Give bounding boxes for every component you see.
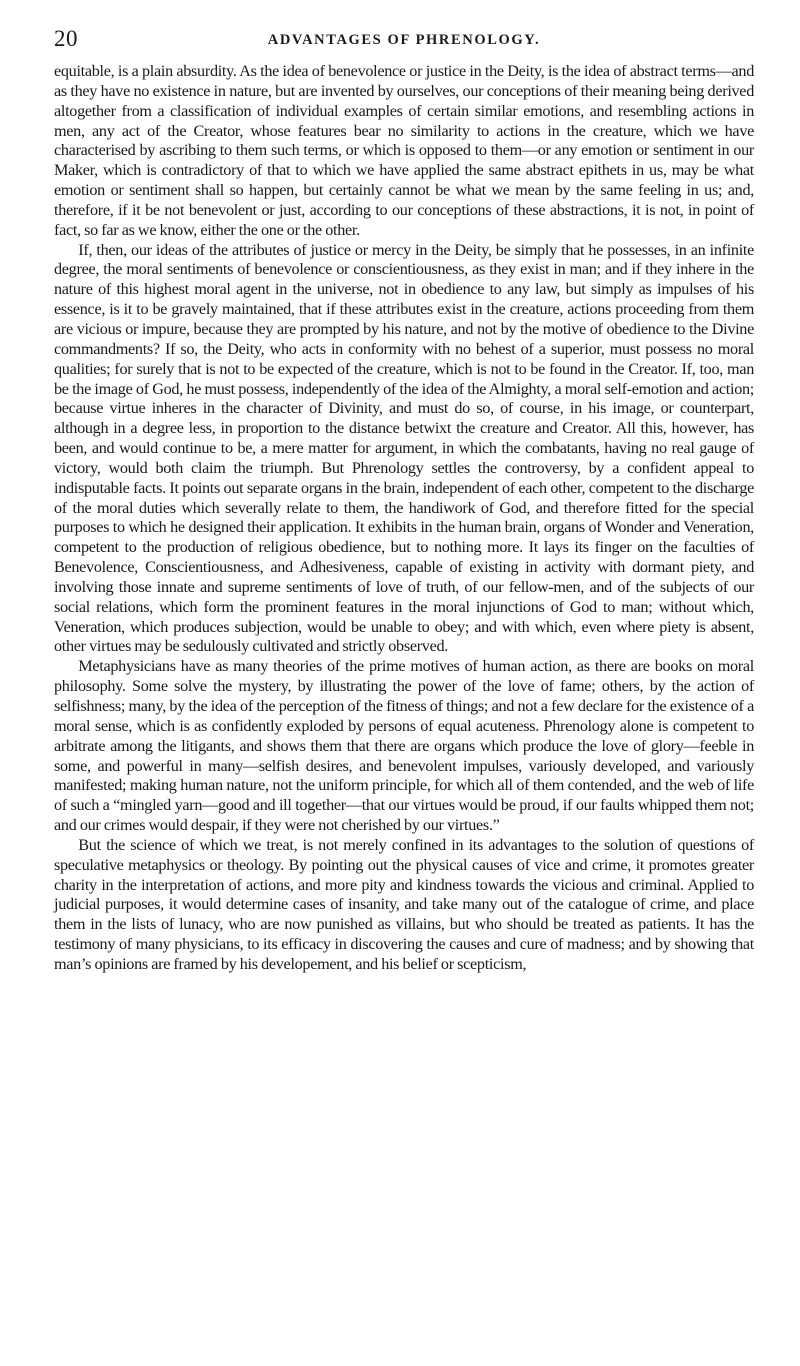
paragraph-metaphysicians: Metaphysicians have as many theories of the prime motives of human action, as there are books on moral philosophy. Some solve the mystery, by illustrating the power of the love of fame; others, by the action of selfishness; many, by the idea of the perception of the fitness of things; and not a few declare for the existence of a moral sense, which is as confidently exploded by persons of equal acuteness. Phrenology alone is competent to arbitrate among the litigants, and shows them that there are organs which produce the love of glory—feeble in some, and powerful in many—selfish desires, and benevolent impulses, variously developed, and variously manifested; making human nature, not the uniform principle, for which all of them contended, and the web of life of such a “mingled yarn—good and ill together—that our virtues would be proud, if our faults whipped them not; and our crimes would despair, if they were not cherished by our virtues.” <box>54 657 754 835</box>
page-header <box>54 26 754 62</box>
body-text <box>54 62 754 975</box>
paragraph-attributes-of-deity: If, then, our ideas of the attributes of justice or mercy in the Deity, be simply that he possesses, in an infinite degree, the moral sentiments of benevolence or conscientiousness, as they exist in man; and if they inhere in the nature of this highest moral agent in the universe, not in obedience to any law, but simply as impulses of his essence, is it to be gravely maintained, that if these attributes exist in the creature, actions proceeding from them are vicious or impure, because they are prompted by his nature, and not by the motive of obedience to the Divine commandments? If so, the Deity, who acts in conformity with no behest of a superior, must possess no moral qualities; for surely that is not to be expected of the creature, which is not to be found in the Creator. If, too, man be the image of God, he must possess, independently of the idea of the Almighty, a moral self-emotion and action; because virtue inheres in the character of Divinity, and must do so, of course, in his image, or counterpart, although in a degree less, in proportion to the distance betwixt the creature and Creator. All this, however, has been, and would continue to be, a mere matter for argument, in which the combatants, having no real gauge of victory, would both claim the triumph. But Phrenology settles the controversy, by a confident appeal to indisputable facts. It points out separate organs in the brain, independent of each other, competent to the discharge of the moral duties which severally relate to them, the handiwork of God, and therefore fitted for the special purposes to which he designed their application. It exhibits in the human brain, organs of Wonder and Veneration, competent to the production of religious obedience, but to nothing more. It lays its finger on the faculties of Benevolence, Conscientiousness, and Adhesiveness, capable of existing in activity with dormant piety, and involving those innate and supreme sentiments of love of truth, of our fellow-men, and of the subjects of our social relations, which form the prominent features in the moral injunctions of God to man; without which, Veneration, which produces subjection, would be unable to obey; and with which, even where piety is absent, other virtues may be sedulously cultivated and strictly observed. <box>54 240 754 656</box>
running-head: ADVANTAGES OF PHRENOLOGY. <box>267 32 541 48</box>
book-page <box>54 26 754 975</box>
page-number: 20 <box>54 26 78 51</box>
paragraph-science-advantages: But the science of which we treat, is not merely confined in its advantages to the solution of questions of speculative metaphysics or theology. By pointing out the physical causes of vice and crime, it promotes greater charity in the interpretation of actions, and more pity and kindness towards the vicious and criminal. Applied to judicial purposes, it would determine cases of insanity, and take many out of the catalogue of crime, and place them in the lists of lunacy, who are now punished as villains, but who should be treated as patients. It has the testimony of many physicians, to its efficacy in discovering the causes and cure of madness; and by showing that man’s opinions are framed by his developement, and his belief or scepticism, <box>54 835 754 973</box>
paragraph-continued: equitable, is a plain absurdity. As the idea of benevolence or justice in the Deity, is the idea of abstract terms—and as they have no existence in nature, but are invented by ourselves, our conceptions of their meaning being derived altogether from a classification of individual examples of certain similar emotions, and resembling actions in men, any act of the Creator, whose features bear no similarity to actions in the creature, which we have characterised by ascribing to them such terms, or which is opposed to them—or any emotion or sentiment in our Maker, which is contradictory of that to which we have applied the same abstract epithets in us, may be what emotion or sentiment shall so happen, but certainly cannot be what we mean by the same feeling in us; and, therefore, if it be not benevolent or just, according to our conceptions of these abstractions, it is not, in point of fact, so far as we know, either the one or the other. <box>54 62 754 239</box>
